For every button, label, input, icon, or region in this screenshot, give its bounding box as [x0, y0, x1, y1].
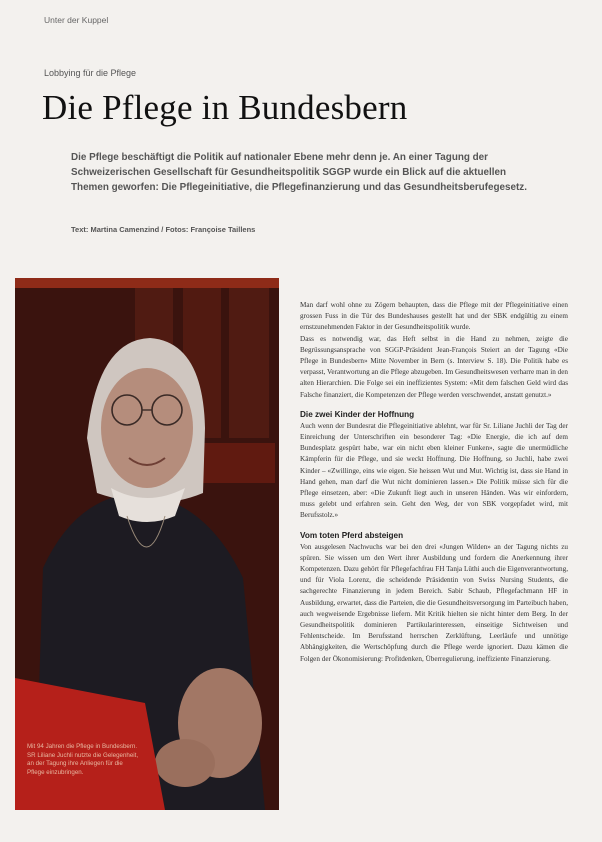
body-paragraph: Auch wenn der Bundesrat die Pflegeinitiative ablehnt, war für Sr. Liliane Juchli der Tag der Einreichung der Unterschriften ein besonderer Tag: «Die Energie, die ich auf dem Bundesplatz gespürt habe, war ein nicht eben kleiner Funken», sagte die unermüdliche Kämpferin für die Pflege, und sie weckt Hoffnung. Die Hoffnung, so Juchli, habe zwei Kinder – «Zwillinge, eins wie eigen. Sie heissen Wut und Mut. Wichtig ist, dass sie Hand in Hand gehen, man darf die Wut nicht dominieren lassen.» Die Politik müsse sich für die Pflege einsetzen, aber: «Die Zukunft liegt auch in unseren Händen. Was wir einfordern, muss gelebt und erfahren sein. Geht den Weg, der von SBK vorgepfadet wird, mit Berufsstolz.»	[300, 421, 568, 520]
body-paragraph: Von ausgelesen Nachwuchs war bei den drei «Jungen Wilden» an der Tagung nichts zu spüren. Sie wissen um den Wert ihrer Ausbildung und fordern die Anerkennung ihrer Kompetenzen. Dazu gehört für Pflegefachfrau FH Tanja Lüthi auch die Eigenverantwortung, und für Viola Lorenz, die scheidende Präsidentin von Swiss Nursing Students, die sachgerechte Finanzierung in jedem Bereich. Sabir Schaub, Pflegefachmann HF in Ausbildung, erwartet, dass die Parteien, die die Gesundheitsversorgung im Parteibuch haben, auch wegweisende Ergebnisse liefern. Mit Kritik hielten sie nicht hinter dem Berg. In der Gesundheitspolitik dominieren Partikularinteressen, einseitige Sichtweisen und Fehlentscheide. Im Berufsstand herrschen Zerklüftung, Leerläufe und unnötige Abhängigkeiten, die Wertschöpfung durch die Pflege werde ignoriert. Dazu kämen die Folgen der Ökonomisierung: Profitdenken, Überregulierung, ineffiziente Finanzierung.	[300, 542, 568, 663]
photo-caption: Mit 94 Jahren die Pflege in Bundesbern. SR Liliane Juchli nutzte die Gelegenheit, an der Tagung ihre Anliegen für die Pflege einzubringen.	[27, 743, 139, 776]
article-kicker: Lobbying für die Pflege	[44, 68, 137, 78]
article-title: Die Pflege in Bundesbern	[42, 88, 408, 127]
portrait-photo	[15, 278, 279, 810]
article-body	[300, 300, 568, 665]
article-lead: Die Pflege beschäftigt die Politik auf nationaler Ebene mehr denn je. An einer Tagung der Schweizerischen Gesellschaft für Gesundheitspolitik SGGP wurde ein Blick auf die aktuellen Themen geworfen: Die Pflegeinitiative, die Pflegefinanzierung und das Gesundheitsberufegesetz.	[71, 152, 527, 193]
section-heading: Die zwei Kinder der Hoffnung	[300, 409, 415, 419]
running-header: Unter der Kuppel	[44, 15, 109, 25]
body-paragraph: Dass es notwendig war, das Heft selbst in die Hand zu nehmen, zeigte die Begrüssungsansprache von SGGP-Präsident Jean-François Steiert an der Tagung «Die Pflege in Bundesbern» Mitte November in Bern (s. Interview S. 18). Die Politik habe es verpasst, Verantwortung an die Pflege abzugeben. Im Gesundheitswesen verharre man in den alten Hierarchien. Die Folge sei ein ineffizientes System: «Mit dem falschen Geld wird das Falsche finanziert, die Kompetenzen der Pflege werden verschwendet, anstatt genutzt.»	[300, 334, 568, 399]
portrait-illustration	[15, 278, 279, 810]
article-credit: Text: Martina Camenzind / Fotos: Françoise Taillens	[71, 225, 256, 234]
body-paragraph: Man darf wohl ohne zu Zögern behaupten, dass die Pflege mit der Pflegeinitiative einen grossen Fuss in die Tür des Bundeshauses gestellt hat und der SBK endgültig zu einem ernstzunehmenden Faktor in der Gesundheitspolitik wurde.	[300, 301, 568, 332]
section-heading: Vom toten Pferd absteigen	[300, 530, 404, 540]
